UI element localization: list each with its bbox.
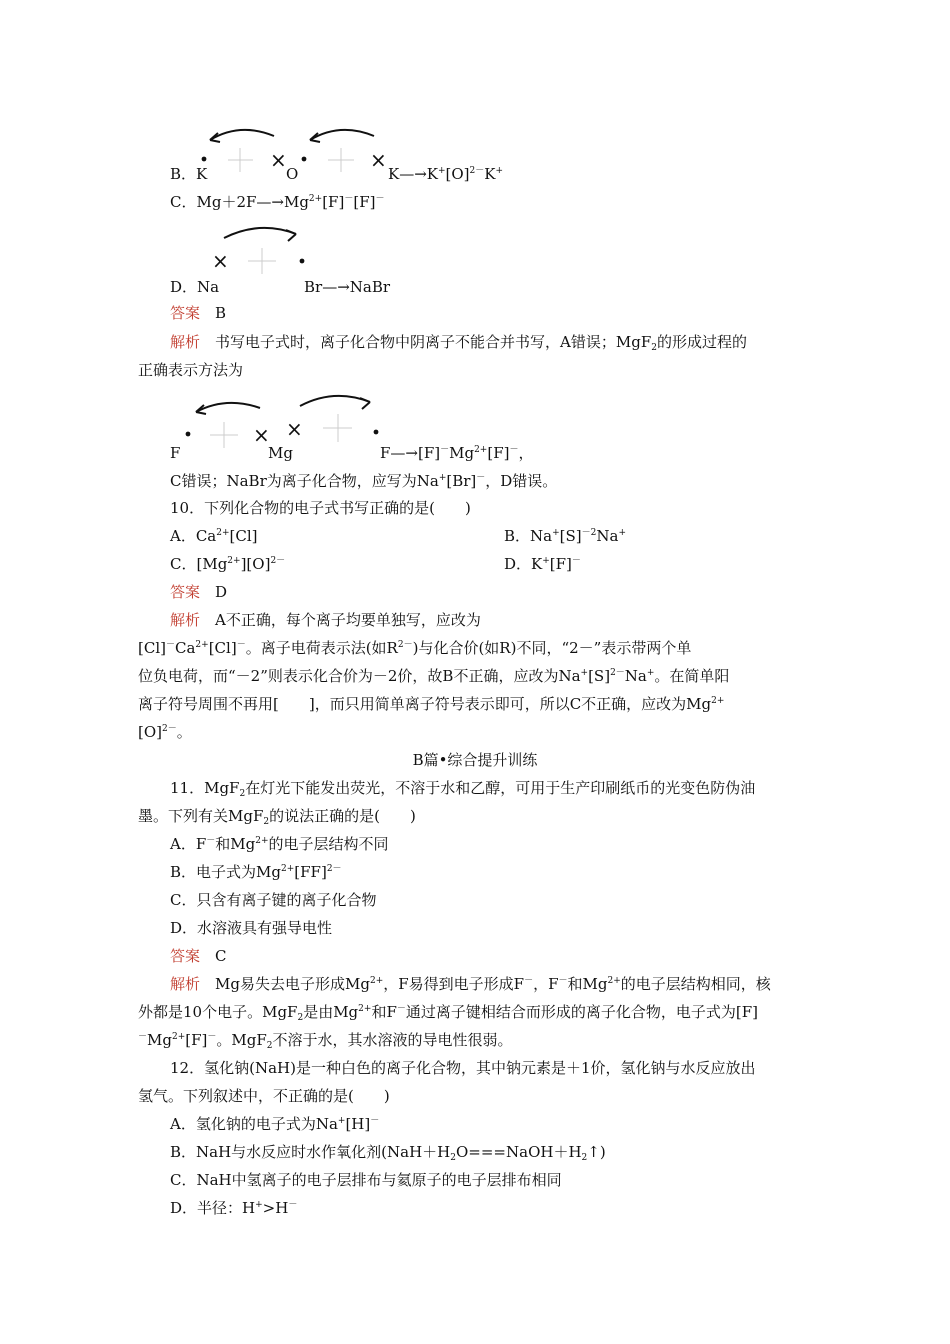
- option-d-br: Br—→NaBr: [304, 278, 391, 296]
- q10-option-c: C．$[Mg^{2+}][O]^{2-}$: [170, 555, 286, 573]
- q11-option-b: B．电子式为$Mg^{2+}[FF]^{2-}$: [170, 863, 342, 881]
- question-11-line1: 11．MgF$_2$在灯光下能发出荧光，不溶于水和乙醇，可用于生产印刷纸币的光变色防伪油: [170, 779, 756, 799]
- option-c: C．$Mg+2F—\to Mg^{2+}[F]^-[F]^-$: [170, 193, 385, 211]
- q11-option-d: D．水溶液具有强导电性: [170, 919, 333, 937]
- answer-11: 答案 C: [170, 947, 227, 965]
- explanation-10-line4: 离子符号周围不再用[ ]，而只用简单离子符号表示即可，所以C不正确，应改为$Mg^{2+}$: [138, 695, 725, 713]
- svg-text:×: ×: [270, 148, 287, 172]
- question-12-line2: 氢气。下列叙述中，不正确的是( ): [138, 1087, 390, 1105]
- question-12-line1: 12．氢化钠(NaH)是一种白色的离子化合物，其中钠元素是＋1价，氢化钠与水反应放出: [170, 1059, 756, 1077]
- mgf2-mg: Mg: [268, 444, 293, 462]
- q12-option-c: C．NaH中氢离子的电子层排布与氦原子的电子层排布相同: [170, 1171, 562, 1189]
- explanation-10-line5: $[O]^{2-}$。: [138, 723, 192, 741]
- option-b-o: O: [286, 165, 299, 183]
- explanation-9-line1: 解析 书写电子式时，离子化合物中阴离子不能合并书写，A错误；MgF$_2$的形成过程的: [170, 333, 747, 353]
- question-10: 10．下列化合物的电子式书写正确的是( ): [170, 499, 471, 517]
- q12-option-a: A．氢化钠的电子式为Na+[H]－: [170, 1115, 380, 1133]
- explanation-9-line2: 正确表示方法为: [138, 361, 244, 379]
- q12-option-d: D．半径：H+>H－: [170, 1199, 298, 1217]
- q12-option-b: B．NaH与水反应时水作氧化剂$(NaH+H_2O===NaOH+H_2↑)$: [170, 1143, 606, 1163]
- mgf2-product: $F—\to[F]^-Mg^{2+}[F]^-$，: [380, 444, 534, 462]
- option-b-k: B．K: [170, 165, 208, 183]
- explanation-10-line3: 位负电荷，而“－2”则表示化合价为－2价，故B不正确，应改为$Na^+[S]^{2-}Na^+$。在简单阳: [138, 667, 730, 685]
- explanation-11-line1: 解析 Mg易失去电子形成$Mg^{2+}$，F易得到电子形成F－，F－和$Mg^{2+}$的电子层结构相同，核: [170, 975, 771, 993]
- answer-10: 答案 D: [170, 583, 228, 601]
- q10-option-b: B．$Na^+[S]^{-2}Na^+$: [504, 527, 626, 545]
- explanation-11-line2: 外都是10个电子。MgF$_2$是由$Mg^{2+}$和F－通过离子键相结合而形成的离子化合物，电子式为[F]: [138, 1003, 759, 1023]
- explanation-10-line1: 解析 A不正确，每个离子均要单独写，应改为: [170, 611, 481, 629]
- svg-text:×: ×: [212, 249, 229, 273]
- q10-option-d: D．K+[F]－: [504, 555, 581, 573]
- electron-diagram-d: [210, 220, 310, 278]
- q11-option-a: A．F－和$Mg^{2+}$的电子层结构不同: [170, 835, 389, 853]
- explanation-10-line2: $[Cl]^-Ca^{2+}[Cl]^-$。离子电荷表示法(如$R^{2-}$)与化合价(如R)不同，“2－”表示带两个单: [138, 639, 692, 657]
- mgf2-f-left: F: [170, 444, 181, 462]
- explanation-9-line3: C错误；NaBr为离子化合物，应写为Na+[Br]－，D错误。: [170, 472, 558, 490]
- svg-text:×: ×: [286, 417, 303, 441]
- answer-9: 答案 B: [170, 304, 227, 322]
- option-d-na: D．Na: [170, 278, 220, 296]
- svg-text:×: ×: [253, 423, 270, 447]
- question-11-line2: 墨。下列有关MgF$_2$的说法正确的是( ): [138, 807, 416, 827]
- option-b-product: $K—\to K^+[O]^{2-}K^+$: [388, 165, 504, 183]
- q11-option-c: C．只含有离子键的离子化合物: [170, 891, 377, 909]
- explanation-11-line3: $^-Mg^{2+}[F]^-$。MgF$_2$不溶于水，其水溶液的导电性很弱。: [138, 1031, 513, 1051]
- electron-diagram-mgf2: [180, 390, 385, 450]
- q10-option-a: A．$Ca^{2+}[Cl]$: [170, 527, 258, 545]
- section-heading-b: B篇•综合提升训练: [412, 751, 538, 769]
- svg-text:×: ×: [370, 148, 387, 172]
